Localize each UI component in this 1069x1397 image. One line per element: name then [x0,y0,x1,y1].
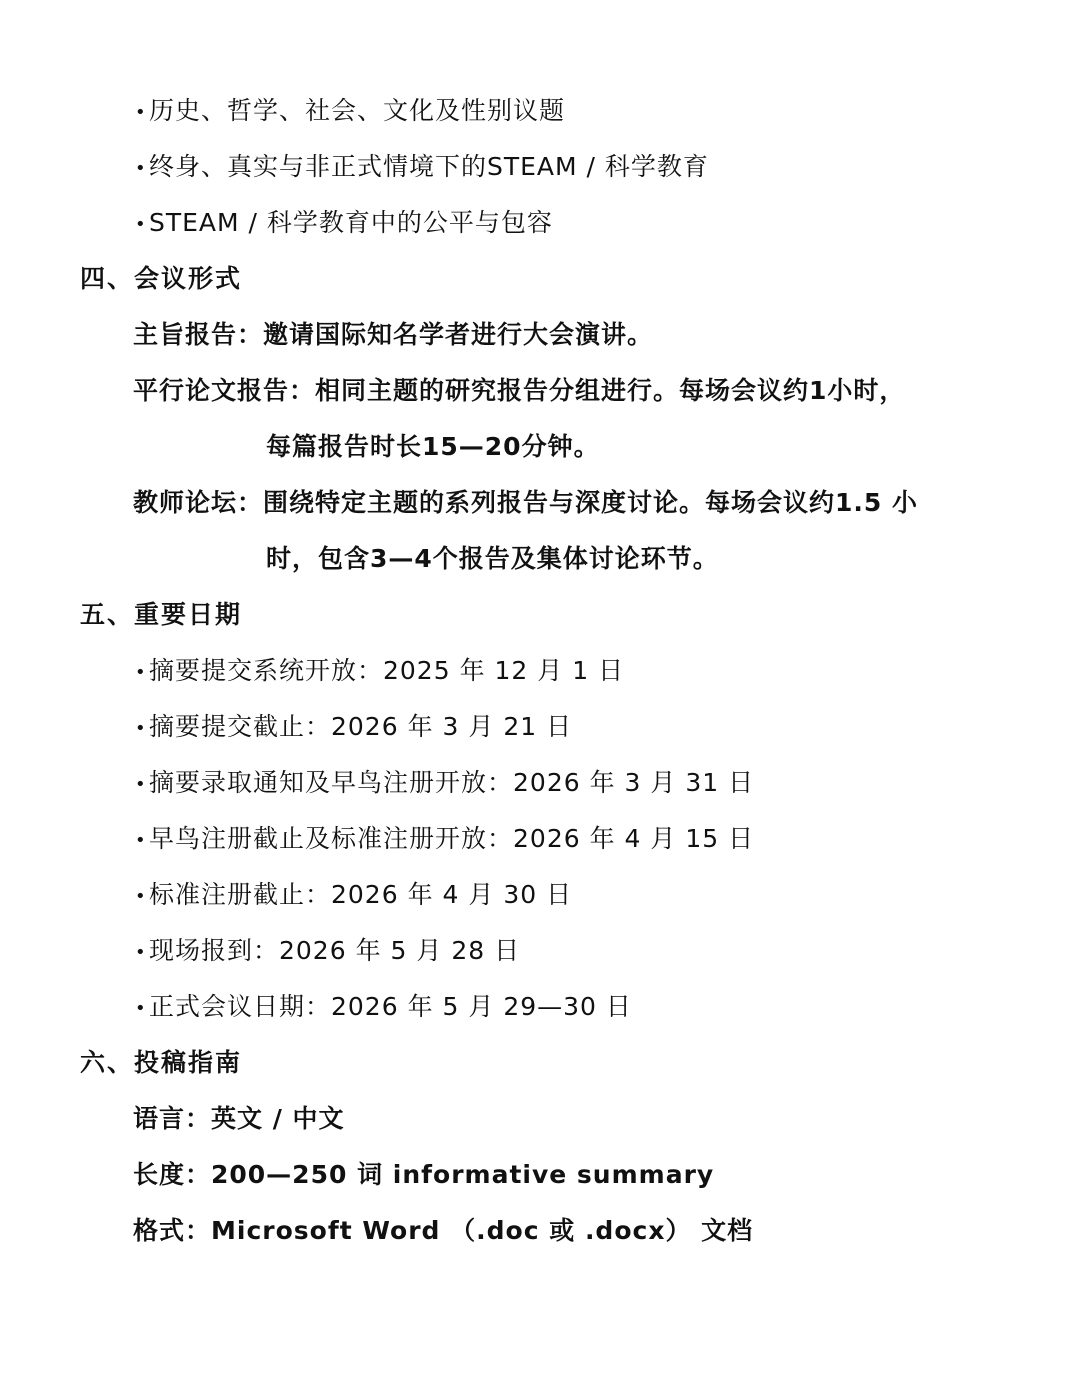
bullet-glyph: • [135,774,147,795]
guideline-language: 语言：英文 / 中文 [133,1104,345,1133]
bullet-glyph: • [135,998,147,1019]
section-heading-submission: 六、投稿指南 [80,1048,243,1077]
date-item [135,655,624,689]
format-text: 围绕特定主题的系列报告与深度讨论。每场会议约1.5 小 [263,488,919,517]
topic-text: STEAM / 科学教育中的公平与包容 [149,208,553,237]
topic-text: 终身、真实与非正式情境下的STEAM / 科学教育 [149,152,709,181]
format-label: 平行论文报告： [133,376,316,405]
bullet-glyph: • [135,718,147,739]
date-text: 早鸟注册截止及标准注册开放：2026 年 4 月 15 日 [149,824,755,853]
bullet-glyph: • [135,158,147,179]
date-item [135,823,754,857]
bullet-glyph: • [135,830,147,851]
format-text: 相同主题的研究报告分组进行。每场会议约1小时， [315,376,906,405]
date-text: 正式会议日期：2026 年 5 月 29—30 日 [149,992,632,1021]
guideline-length: 长度：200—250 词 informative summary [133,1160,715,1189]
format-keynote [133,319,653,351]
topic-bullet-equity [135,207,553,241]
format-label: 主旨报告： [133,320,264,349]
topic-bullet-lifelong [135,151,709,185]
bullet-glyph: • [135,102,147,123]
format-label: 教师论坛： [133,488,264,517]
date-item [135,711,572,745]
format-parallel-continued: 每篇报告时长15—20分钟。 [266,432,600,461]
bullet-glyph: • [135,214,147,235]
bullet-glyph: • [135,886,147,907]
date-text: 摘要提交截止：2026 年 3 月 21 日 [149,712,573,741]
section-heading-dates: 五、重要日期 [80,600,243,629]
section-heading-format: 四、会议形式 [80,264,243,293]
topic-text: 历史、哲学、社会、文化及性别议题 [149,96,566,125]
guideline-format: 格式：Microsoft Word （.doc 或 .docx） 文档 [133,1216,754,1245]
date-text: 现场报到：2026 年 5 月 28 日 [149,936,521,965]
date-item [135,991,632,1025]
topic-bullet-history [135,95,565,129]
bullet-glyph: • [135,942,147,963]
date-item [135,879,572,913]
date-item [135,767,754,801]
format-forum [133,487,918,519]
date-text: 摘要提交系统开放：2025 年 12 月 1 日 [149,656,625,685]
bullet-glyph: • [135,662,147,683]
format-forum-continued: 时，包含3—4个报告及集体讨论环节。 [266,544,719,573]
date-text: 摘要录取通知及早鸟注册开放：2026 年 3 月 31 日 [149,768,755,797]
format-text: 邀请国际知名学者进行大会演讲。 [263,320,654,349]
format-parallel [133,375,905,407]
date-text: 标准注册截止：2026 年 4 月 30 日 [149,880,573,909]
date-item [135,935,520,969]
